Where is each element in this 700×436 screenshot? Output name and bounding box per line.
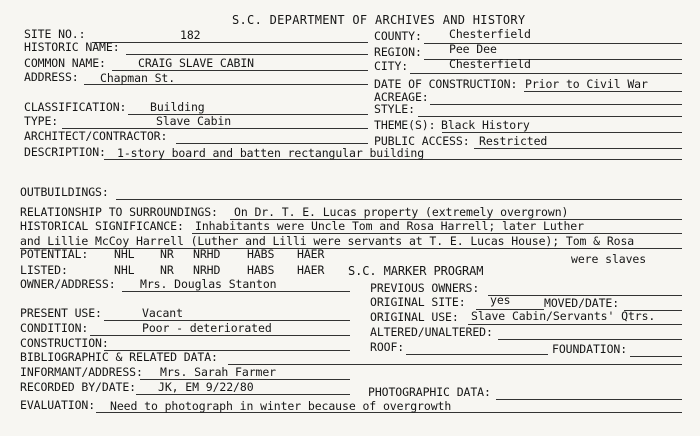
- condition-value: Poor - deteriorated: [142, 321, 272, 335]
- listed-code-haer: HAER: [297, 263, 325, 277]
- potential-code-nhl: NHL: [114, 247, 135, 261]
- site-no-line: [92, 42, 368, 43]
- classification-label: CLASSIFICATION:: [24, 100, 127, 114]
- common-name-value: CRAIG SLAVE CABIN: [138, 56, 255, 70]
- previous-owners-label: PREVIOUS OWNERS:: [370, 281, 480, 295]
- date-of-construction-value: Prior to Civil War: [525, 77, 648, 91]
- recorded-label: RECORDED BY/DATE:: [20, 380, 137, 394]
- bibliographic-label: BIBLIOGRAPHIC & RELATED DATA:: [20, 350, 218, 364]
- photographic-label: PHOTOGRAPHIC DATA:: [368, 385, 491, 399]
- site-no-label: SITE NO.:: [24, 27, 86, 41]
- potential-label: POTENTIAL:: [20, 247, 89, 261]
- listed-code-habs: HABS: [247, 263, 275, 277]
- potential-code-nrhd: NRHD: [193, 247, 221, 261]
- recorded-value: JK, EM 9/22/80: [158, 380, 254, 394]
- condition-label: CONDITION:: [20, 321, 89, 335]
- foundation-label: FOUNDATION:: [552, 342, 628, 356]
- classification-value: Building: [150, 100, 205, 114]
- original-site-value: yes: [490, 293, 511, 307]
- date-of-construction-line: [524, 91, 682, 92]
- evaluation-value: Need to photograph in winter because of overgrowth: [110, 399, 452, 413]
- moved-date-label: MOVED/DATE:: [544, 296, 620, 310]
- type-label: TYPE:: [24, 114, 59, 128]
- condition-line: [90, 335, 350, 336]
- present-use-label: PRESENT USE:: [20, 306, 102, 320]
- historical-significance-line3: were slaves: [571, 252, 647, 266]
- evaluation-label: EVALUATION:: [20, 398, 96, 412]
- city-line: [410, 73, 682, 74]
- city-label: CITY:: [374, 59, 409, 73]
- outbuildings-line: [116, 199, 682, 200]
- listed-code-nhl: NHL: [114, 263, 135, 277]
- city-value: Chesterfield: [449, 57, 531, 71]
- original-use-line: [468, 324, 682, 325]
- bibliographic-line: [228, 364, 682, 365]
- common-name-label: COMMON NAME:: [24, 56, 106, 70]
- address-value: Chapman St.: [100, 71, 176, 85]
- public-access-label: PUBLIC ACCESS:: [374, 134, 470, 148]
- historic-name-line: [126, 54, 368, 55]
- outbuildings-label: OUTBUILDINGS:: [20, 185, 109, 199]
- site-no-value: 182: [180, 28, 201, 42]
- listed-label: LISTED:: [20, 263, 68, 277]
- altered-line: [498, 339, 682, 340]
- recorded-line: [136, 394, 350, 395]
- listed-code-nr: NR: [160, 263, 174, 277]
- potential-code-haer: HAER: [297, 247, 325, 261]
- owner-line: [122, 291, 350, 292]
- relationship-value: On Dr. T. E. Lucas property (extremely overgrown): [234, 205, 569, 219]
- architect-label: ARCHITECT/CONTRACTOR:: [24, 129, 168, 143]
- description-label: DESCRIPTION:: [24, 145, 106, 159]
- date-of-construction-label: DATE OF CONSTRUCTION:: [374, 77, 518, 91]
- altered-label: ALTERED/UNALTERED:: [370, 325, 493, 339]
- themes-line: [442, 132, 682, 133]
- foundation-line: [630, 356, 682, 357]
- relationship-label: RELATIONSHIP TO SURROUNDINGS:: [20, 205, 218, 219]
- public-access-line: [474, 148, 682, 149]
- form-title: S.C. DEPARTMENT OF ARCHIVES AND HISTORY: [232, 13, 526, 27]
- themes-label: THEME(S):: [374, 118, 436, 132]
- historic-name-label: HISTORIC NAME:: [24, 40, 120, 54]
- roof-line: [406, 354, 548, 355]
- style-label: STYLE:: [374, 102, 415, 116]
- region-label: REGION:: [374, 45, 422, 59]
- county-label: COUNTY:: [374, 29, 422, 43]
- historical-significance-label: HISTORICAL SIGNIFICANCE:: [20, 219, 184, 233]
- potential-code-habs: HABS: [247, 247, 275, 261]
- roof-label: ROOF:: [370, 340, 405, 354]
- acreage-label: ACREAGE:: [374, 90, 429, 104]
- owner-value: Mrs. Douglas Stanton: [140, 277, 277, 291]
- acreage-line: [430, 104, 682, 105]
- original-use-label: ORIGINAL USE:: [370, 310, 459, 324]
- county-value: Chesterfield: [449, 27, 531, 41]
- architect-line: [176, 143, 368, 144]
- owner-label: OWNER/ADDRESS:: [20, 277, 116, 291]
- photographic-line: [496, 399, 682, 400]
- present-use-value: Vacant: [142, 306, 183, 320]
- informant-value: Mrs. Sarah Farmer: [160, 365, 277, 379]
- themes-value: Black History: [441, 118, 530, 132]
- address-label: ADDRESS:: [24, 70, 79, 84]
- public-access-value: Restricted: [479, 134, 548, 148]
- informant-label: INFORMANT/ADDRESS:: [20, 365, 143, 379]
- potential-code-nr: NR: [160, 247, 174, 261]
- construction-label: CONSTRUCTION:: [20, 336, 109, 350]
- historical-significance-line2: and Lillie McCoy Harrell (Luther and Lilli were servants at T. E. Lucas House); Tom & Rosa: [20, 234, 635, 248]
- historical-significance-line1: Inhabitants were Uncle Tom and Rosa Harrell; later Luther: [195, 219, 584, 233]
- style-line: [418, 116, 682, 117]
- marker-program-label: S.C. MARKER PROGRAM: [348, 264, 484, 278]
- original-use-value: Slave Cabin/Servants' Qtrs.: [471, 309, 656, 323]
- original-site-label: ORIGINAL SITE:: [370, 295, 466, 309]
- region-value: Pee Dee: [449, 42, 497, 56]
- type-value: Slave Cabin: [156, 114, 232, 128]
- listed-code-nrhd: NRHD: [193, 263, 221, 277]
- description-value: 1-story board and batten rectangular building: [117, 146, 425, 160]
